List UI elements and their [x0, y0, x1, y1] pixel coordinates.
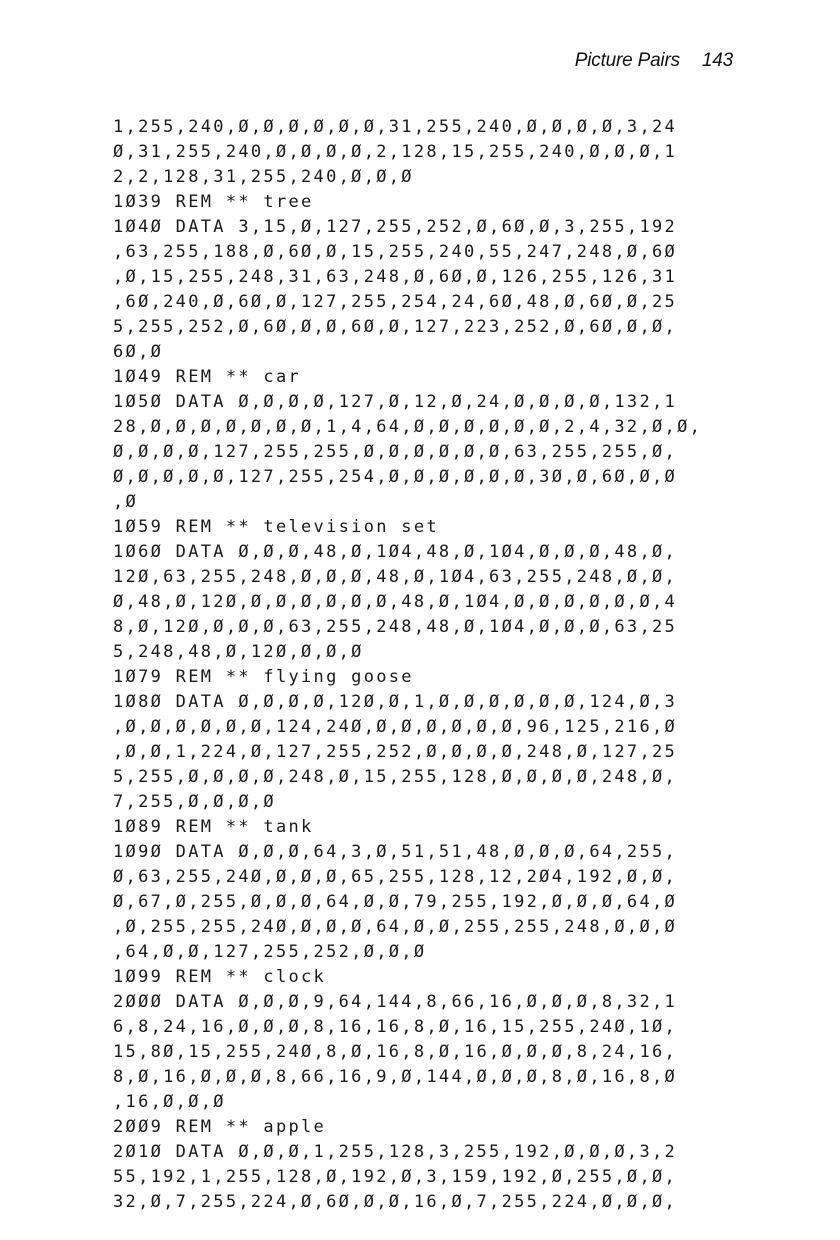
listing-line: 2Ø1Ø DATA Ø,Ø,Ø,1,255,128,3,255,192,Ø,Ø,Ø,3,2: [113, 1142, 678, 1162]
listing-line: 1Ø79 REM ** flying goose: [113, 667, 414, 687]
page-header: [575, 50, 733, 72]
listing-line: 1Ø49 REM ** car: [113, 367, 302, 387]
listing-line: 1Ø6Ø DATA Ø,Ø,Ø,48,Ø,1Ø4,48,Ø,1Ø4,Ø,Ø,Ø,48,Ø,: [113, 542, 678, 562]
listing-line: 5,248,48,Ø,12Ø,Ø,Ø,Ø: [113, 642, 364, 662]
listing-line: 28,Ø,Ø,Ø,Ø,Ø,Ø,Ø,1,4,64,Ø,Ø,Ø,Ø,Ø,Ø,2,4,32,Ø,Ø,: [113, 417, 703, 437]
listing-line: ,63,255,188,Ø,6Ø,Ø,15,255,240,55,247,248,Ø,6Ø: [113, 242, 678, 262]
listing-line: 2ØØ9 REM ** apple: [113, 1117, 327, 1137]
listing-line: 1Ø39 REM ** tree: [113, 192, 314, 212]
listing-line: Ø,Ø,Ø,Ø,127,255,255,Ø,Ø,Ø,Ø,Ø,Ø,63,255,255,Ø,: [113, 442, 678, 462]
running-title: Picture Pairs: [574, 50, 680, 71]
listing-line: 1Ø4Ø DATA 3,15,Ø,127,255,252,Ø,6Ø,Ø,3,255,192: [113, 217, 678, 237]
listing-line: 15,8Ø,15,255,24Ø,8,Ø,16,8,Ø,16,Ø,Ø,Ø,8,24,16,: [113, 1042, 678, 1062]
listing-line: Ø,63,255,24Ø,Ø,Ø,Ø,65,255,128,12,2Ø4,192,Ø,Ø,: [113, 867, 678, 887]
listing-line: ,Ø: [113, 492, 139, 512]
listing-line: 1Ø9Ø DATA Ø,Ø,Ø,64,3,Ø,51,51,48,Ø,Ø,Ø,64,255,: [113, 842, 678, 862]
listing-line: Ø,48,Ø,12Ø,Ø,Ø,Ø,Ø,Ø,Ø,48,Ø,1Ø4,Ø,Ø,Ø,Ø,Ø,Ø,4: [113, 592, 678, 612]
listing-line: 1Ø99 REM ** clock: [113, 967, 327, 987]
listing-line: Ø,31,255,240,Ø,Ø,Ø,Ø,2,128,15,255,240,Ø,Ø,Ø,1: [113, 142, 678, 162]
listing-line: 6Ø,Ø: [113, 342, 164, 362]
listing-line: 32,Ø,7,255,224,Ø,6Ø,Ø,Ø,16,Ø,7,255,224,Ø,Ø,Ø,: [113, 1192, 678, 1212]
program-listing: [113, 115, 702, 1215]
listing-line: 2,2,128,31,255,240,Ø,Ø,Ø: [113, 167, 414, 187]
listing-line: ,Ø,Ø,1,224,Ø,127,255,252,Ø,Ø,Ø,Ø,248,Ø,127,25: [113, 742, 678, 762]
listing-line: ,Ø,Ø,Ø,Ø,Ø,Ø,124,24Ø,Ø,Ø,Ø,Ø,Ø,Ø,96,125,216,Ø: [113, 717, 678, 737]
listing-line: 2ØØØ DATA Ø,Ø,Ø,9,64,144,8,66,16,Ø,Ø,Ø,8,32,1: [113, 992, 678, 1012]
listing-line: 55,192,1,255,128,Ø,192,Ø,3,159,192,Ø,255,Ø,Ø,: [113, 1167, 678, 1187]
listing-line: 7,255,Ø,Ø,Ø,Ø: [113, 792, 276, 812]
listing-line: 8,Ø,12Ø,Ø,Ø,Ø,63,255,248,48,Ø,1Ø4,Ø,Ø,Ø,63,25: [113, 617, 678, 637]
listing-line: Ø,67,Ø,255,Ø,Ø,Ø,64,Ø,Ø,79,255,192,Ø,Ø,Ø,64,Ø: [113, 892, 678, 912]
listing-line: Ø,Ø,Ø,Ø,Ø,127,255,254,Ø,Ø,Ø,Ø,Ø,Ø,3Ø,Ø,6Ø,Ø,Ø: [113, 467, 678, 487]
listing-line: ,Ø,15,255,248,31,63,248,Ø,6Ø,Ø,126,255,126,31: [113, 267, 678, 287]
listing-line: 5,255,Ø,Ø,Ø,Ø,248,Ø,15,255,128,Ø,Ø,Ø,Ø,248,Ø,: [113, 767, 678, 787]
listing-line: 1,255,240,Ø,Ø,Ø,Ø,Ø,Ø,31,255,240,Ø,Ø,Ø,Ø,3,24: [113, 117, 678, 137]
listing-line: 1Ø5Ø DATA Ø,Ø,Ø,Ø,127,Ø,12,Ø,24,Ø,Ø,Ø,Ø,132,1: [113, 392, 678, 412]
listing-line: 1Ø8Ø DATA Ø,Ø,Ø,Ø,12Ø,Ø,1,Ø,Ø,Ø,Ø,Ø,Ø,124,Ø,3: [113, 692, 678, 712]
page-number: 143: [701, 50, 733, 71]
listing-line: 8,Ø,16,Ø,Ø,Ø,8,66,16,9,Ø,144,Ø,Ø,Ø,8,Ø,16,8,Ø: [113, 1067, 678, 1087]
listing-line: ,16,Ø,Ø,Ø: [113, 1092, 226, 1112]
listing-line: ,64,Ø,Ø,127,255,252,Ø,Ø,Ø: [113, 942, 427, 962]
listing-line: ,6Ø,240,Ø,6Ø,Ø,127,255,254,24,6Ø,48,Ø,6Ø,Ø,25: [113, 292, 678, 312]
listing-line: 6,8,24,16,Ø,Ø,Ø,8,16,16,8,Ø,16,15,255,24Ø,1Ø,: [113, 1017, 678, 1037]
listing-line: 5,255,252,Ø,6Ø,Ø,Ø,6Ø,Ø,127,223,252,Ø,6Ø,Ø,Ø,: [113, 317, 678, 337]
listing-line: 1Ø89 REM ** tank: [113, 817, 314, 837]
listing-line: 1Ø59 REM ** television set: [113, 517, 439, 537]
listing-line: ,Ø,255,255,24Ø,Ø,Ø,Ø,64,Ø,Ø,255,255,248,Ø,Ø,Ø: [113, 917, 678, 937]
listing-line: 12Ø,63,255,248,Ø,Ø,Ø,48,Ø,1Ø4,63,255,248,Ø,Ø,: [113, 567, 678, 587]
